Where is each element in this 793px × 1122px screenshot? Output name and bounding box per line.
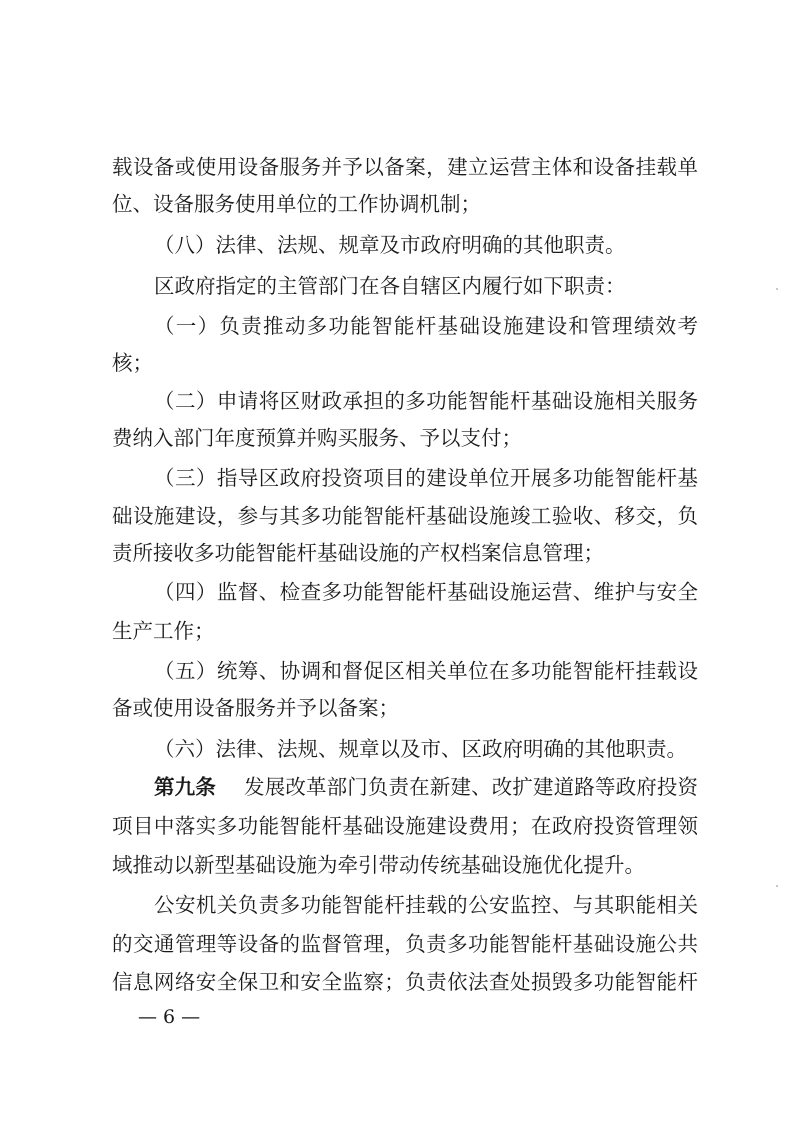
text-line-14: （五）统筹、协调和督促区相关单位在多功能智能杆挂载设: [154, 659, 698, 683]
margin-mark: [776, 885, 778, 887]
text-line-18: 项目中落实多功能智能杆基础设施建设费用；在政府投资管理领: [112, 814, 698, 838]
page-number: — 6 —: [138, 1006, 201, 1028]
text-line-6: 核；: [112, 351, 153, 375]
text-line-2: 位、设备服务使用单位的工作协调机制；: [112, 192, 481, 216]
text-line-5: （一）负责推动多功能智能杆基础设施建设和管理绩效考: [154, 314, 698, 338]
article-label: 第九条: [154, 775, 216, 799]
text-line-20: 公安机关负责多功能智能杆挂载的公安监控、与其职能相关: [154, 893, 698, 917]
text-line-1: 载设备或使用设备服务并予以备案，建立运营主体和设备挂载单: [112, 155, 698, 179]
text-line-8: 费纳入部门年度预算并购买服务、予以支付；: [112, 426, 522, 450]
text-line-12: （四）监督、检查多功能智能杆基础设施运营、维护与安全: [154, 580, 698, 604]
text-line-11: 责所接收多功能智能杆基础设施的产权档案信息管理；: [112, 541, 604, 565]
text-line-7: （二）申请将区财政承担的多功能智能杆基础设施相关服务: [154, 389, 698, 413]
article-text: 发展改革部门负责在新建、改扩建道路等政府投资: [243, 775, 699, 799]
text-line-4: 区政府指定的主管部门在各自辖区内履行如下职责：: [154, 274, 626, 298]
margin-mark: [776, 288, 778, 290]
text-line-13: 生产工作；: [112, 619, 215, 643]
text-line-3: （八）法律、法规、规章及市政府明确的其他职责。: [154, 233, 626, 257]
text-line-22: 信息网络安全保卫和安全监察；负责依法查处损毁多功能智能杆: [112, 970, 698, 994]
text-line-21: 的交通管理等设备的监督管理，负责多功能智能杆基础设施公共: [112, 932, 698, 956]
article-line: [154, 771, 698, 803]
text-line-15: 备或使用设备服务并予以备案；: [112, 696, 399, 720]
text-line-16: （六）法律、法规、规章以及市、区政府明确的其他职责。: [154, 737, 687, 761]
text-line-19: 域推动以新型基础设施为牵引带动传统基础设施优化提升。: [112, 853, 645, 877]
text-line-10: 础设施建设，参与其多功能智能杆基础设施竣工验收、移交，负: [112, 504, 698, 528]
text-line-9: （三）指导区政府投资项目的建设单位开展多功能智能杆基: [154, 466, 698, 490]
